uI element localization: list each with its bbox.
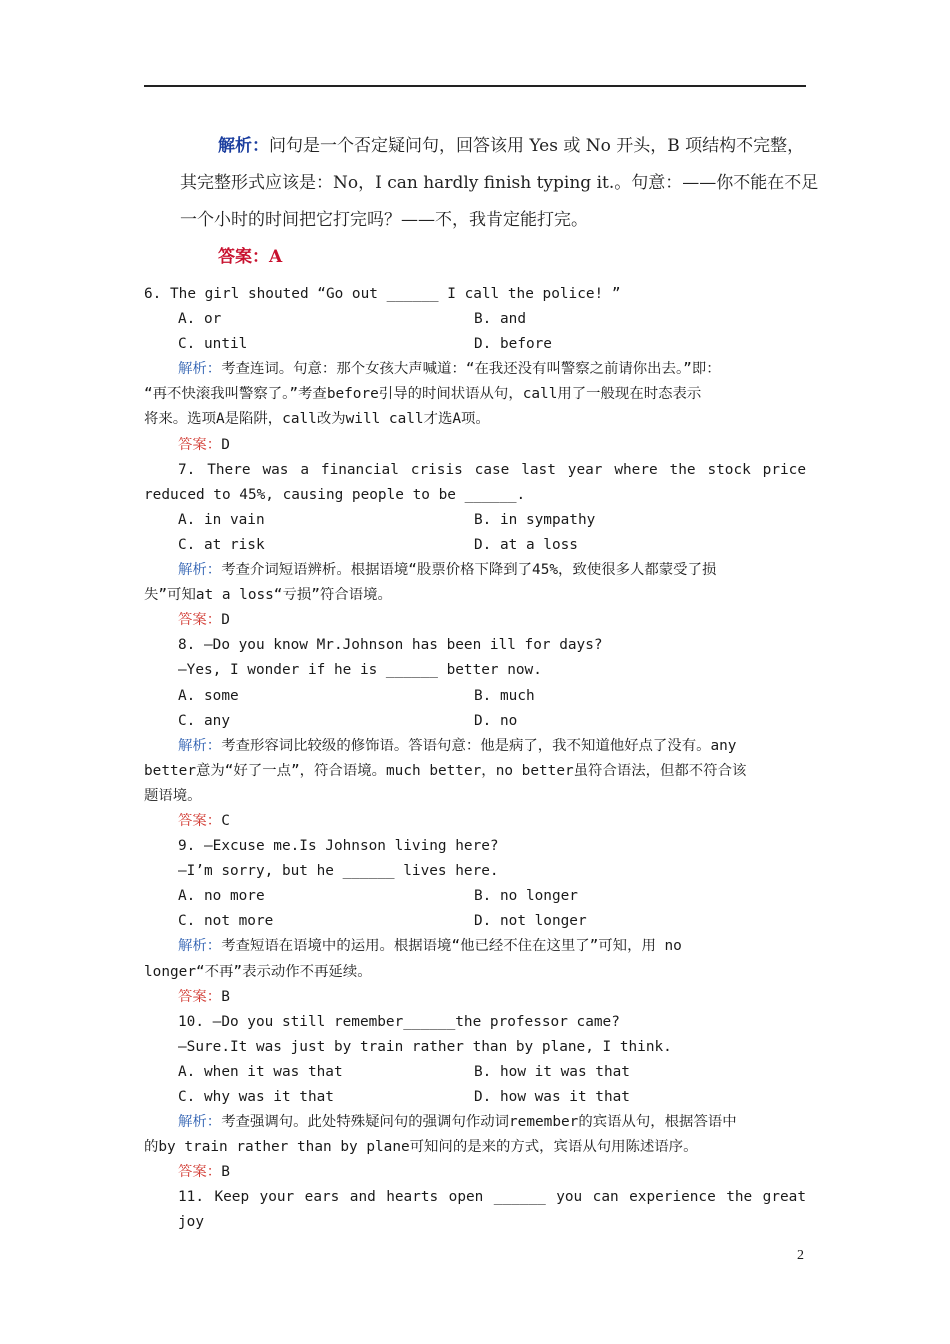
explanation-label: 解析： xyxy=(218,136,269,156)
question-stem: reduced to 45%, causing people to be ______. xyxy=(144,486,526,503)
explanation-text: 考查形容词比较级的修饰语。答语句意：他是病了，我不知道他好点了没有。any xyxy=(221,737,737,754)
header-rule xyxy=(144,85,806,87)
options-row xyxy=(144,533,806,558)
question-stem: —Yes, I wonder if he is ______ better now. xyxy=(178,662,542,679)
answer-value: B xyxy=(221,1164,230,1181)
answer-value: D xyxy=(221,612,230,629)
options-row xyxy=(144,884,806,909)
answer-label: 答案： xyxy=(178,988,222,1005)
page-number: 2 xyxy=(797,1248,804,1263)
option-b: B. and xyxy=(474,311,526,328)
question-stem: —Sure.It was just by train rather than by plane, I think. xyxy=(178,1038,672,1055)
option-d: D. not longer xyxy=(474,913,587,930)
option-a: A. some xyxy=(178,687,239,704)
explanation-line: 一个小时的时间把它打完吗？——不，我肯定能打完。 xyxy=(180,210,588,230)
answer-value: D xyxy=(221,436,230,453)
option-b: B. how it was that xyxy=(474,1063,630,1080)
explanation-line: 失”可知at a loss“亏损”符合语境。 xyxy=(144,587,392,604)
explanation-label: 解析： xyxy=(178,938,222,955)
answer-line xyxy=(144,809,806,834)
question-stem: 7. There was a financial crisis case last year where the stock price xyxy=(178,461,806,478)
explanation-label: 解析： xyxy=(178,562,222,579)
question-list xyxy=(144,282,806,1231)
answer-line xyxy=(180,239,848,276)
answer-line xyxy=(144,433,806,458)
option-a: A. no more xyxy=(178,888,265,905)
explanation-text: 考查短语在语境中的运用。根据语境“他已经不住在这里了”可知，用 no xyxy=(221,938,682,955)
option-b: B. in sympathy xyxy=(474,511,596,528)
question-stem: 11. Keep your ears and hearts open ______ you can experience the great joy xyxy=(178,1189,806,1231)
options-row xyxy=(144,909,806,934)
question-stem: 8. —Do you know Mr.Johnson has been ill for days? xyxy=(178,637,603,654)
option-c: C. at risk xyxy=(178,536,265,553)
question-8 xyxy=(144,633,806,834)
options-row xyxy=(144,709,806,734)
question-10 xyxy=(144,1010,806,1186)
option-c: C. why was it that xyxy=(178,1089,334,1105)
explanation-line xyxy=(144,934,806,959)
question-stem: 6. The girl shouted “Go out ______ I call the police! ” xyxy=(144,286,621,302)
options-row xyxy=(144,332,806,357)
explanation-line: 题语境。 xyxy=(144,787,202,804)
explanation-line: better意为“好了一点”，符合语境。much better，no better虽符合语法，但都不符合该 xyxy=(144,762,747,779)
question-stem: —I’m sorry, but he ______ lives here. xyxy=(178,863,499,880)
option-c: C. until xyxy=(178,336,248,353)
explanation-text: 考查介词短语辨析。根据语境“股票价格下降到了45%，致使很多人都蒙受了损 xyxy=(221,562,717,579)
explanation-label: 解析： xyxy=(178,737,222,754)
option-a: A. or xyxy=(178,311,222,328)
answer-label: 答案： xyxy=(218,247,269,267)
option-c: C. any xyxy=(178,712,230,729)
options-row xyxy=(144,1060,806,1085)
option-d: D. no xyxy=(474,712,518,729)
explanation-line: 的by train rather than by plane可知问的是来的方式，宾语从句用陈述语序。 xyxy=(144,1139,698,1156)
explanation-label: 解析： xyxy=(178,1114,222,1131)
question-stem: 10. —Do you still remember______the professor came? xyxy=(178,1013,620,1030)
answer-line xyxy=(144,985,806,1010)
explanation-line: 将来。选项A是陷阱，call改为will call才选A项。 xyxy=(144,411,490,428)
question-stem: 9. —Excuse me.Is Johnson living here? xyxy=(178,838,499,855)
question-7 xyxy=(144,458,806,634)
option-b: B. much xyxy=(474,687,535,704)
previous-explanation xyxy=(180,128,848,276)
explanation-line xyxy=(144,1110,806,1135)
explanation-line: 其完整形式应该是：No，I can hardly finish typing it.。句意：——你不能在不足 xyxy=(180,173,819,193)
explanation-text: 考查强调句。此处特殊疑问句的强调句作动词remember的宾语从句，根据答语中 xyxy=(221,1114,737,1131)
question-11 xyxy=(144,1185,806,1231)
answer-line xyxy=(144,608,806,633)
explanation-line: longer“不再”表示动作不再延续。 xyxy=(144,963,372,980)
options-row xyxy=(144,307,806,332)
option-b: B. no longer xyxy=(474,888,578,905)
option-a: A. when it was that xyxy=(178,1063,343,1080)
explanation-line xyxy=(180,128,848,165)
options-row xyxy=(144,508,806,533)
options-row xyxy=(144,684,806,709)
explanation-line xyxy=(144,357,806,382)
answer-label: 答案： xyxy=(178,1164,222,1181)
answer-label: 答案： xyxy=(178,612,222,629)
answer-label: 答案： xyxy=(178,812,222,829)
option-d: D. how was it that xyxy=(474,1089,630,1105)
answer-value: A xyxy=(269,247,283,267)
option-a: A. in vain xyxy=(178,511,265,528)
explanation-text: 问句是一个否定疑问句，回答该用 Yes 或 No 开头，B 项结构不完整， xyxy=(269,136,805,156)
answer-line xyxy=(144,1160,806,1185)
explanation-line xyxy=(144,558,806,583)
option-c: C. not more xyxy=(178,913,274,930)
answer-value: C xyxy=(221,812,230,829)
question-9 xyxy=(144,834,806,1010)
explanation-text: 考查连词。句意：那个女孩大声喊道：“在我还没有叫警察之前请你出去。”即： xyxy=(221,361,721,378)
answer-label: 答案： xyxy=(178,436,222,453)
explanation-line xyxy=(144,734,806,759)
explanation-label: 解析： xyxy=(178,361,222,378)
option-d: D. at a loss xyxy=(474,536,578,553)
answer-value: B xyxy=(221,988,230,1005)
explanation-line: “再不快滚我叫警察了。”考查before引导的时间状语从句，call用了一般现在时态表示 xyxy=(144,386,702,403)
question-6 xyxy=(144,282,806,458)
option-d: D. before xyxy=(474,336,552,353)
options-row xyxy=(144,1085,806,1110)
